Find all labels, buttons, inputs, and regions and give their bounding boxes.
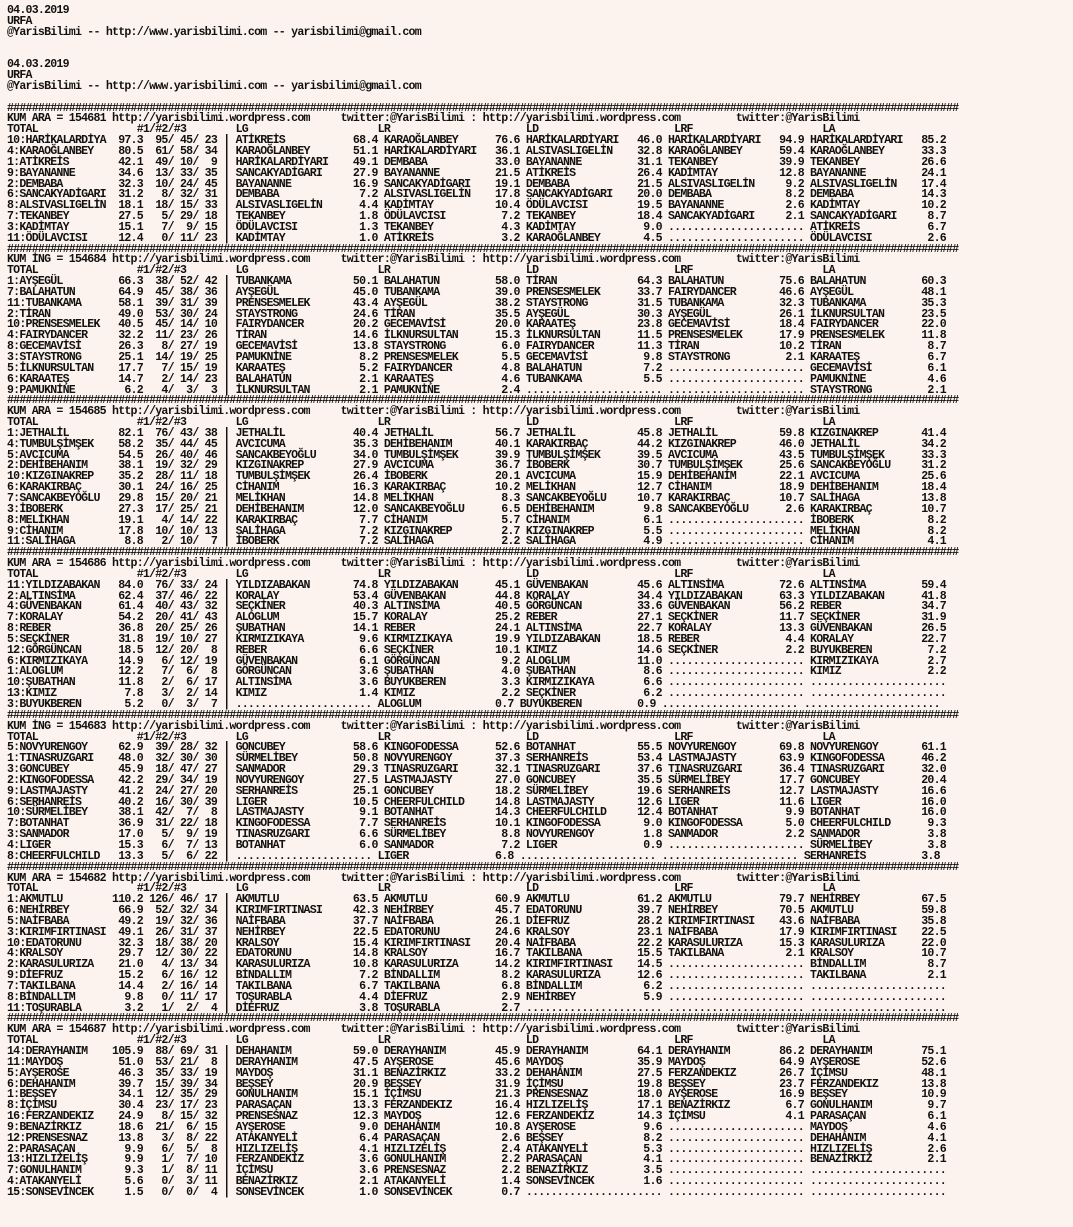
table-row: 5:NAİFBABA 49.2 19/ 32/ 36 | NAİFBABA 37.7 NAİFBABA 26.1 DİEFRUZ 28.2 KIRIMFIRTINASI 43.6 NAİFBABA 35.8 — [7, 914, 946, 928]
table-row: 8:GECEMAVİSİ 26.3 8/ 27/ 19 | GECEMAVİSİ 13.8 STAYSTRONG 6.0 FAIRYDANCER 11.3 TİRAN 10.2 TİRAN 8.7 — [7, 340, 946, 354]
table-row: 3:STAYSTRONG 25.1 14/ 19/ 25 | PAMUKNİNE 8.2 PRENSESMELEK 5.5 GECEMAVİSİ 9.8 STAYSTRONG 2.1 KARAATEŞ 6.7 — [7, 351, 946, 364]
table-row: 6:SANCAKYADİGARI 31.2 8/ 32/ 31 | DEMBABA 7.2 ALSIVASLIGELİN 17.8 SANCAKYADİGARI 20.0 DEMBABA 8.2 DEMBABA 14.3 — [7, 188, 946, 202]
table-row: 5:AVCICUMA 54.5 26/ 40/ 46 | SANCAKBEYOĞLU 34.0 TUMBULŞİMŞEK 39.9 TUMBULŞİMŞEK 39.5 AVCICUMA 43.5 TUMBULŞİMŞEK 33.3 — [7, 448, 946, 462]
table-row: 11:ÖDÜLAVCISI 12.4 0/ 11/ 23 | KADİMTAY 1.0 ATİKREİS 3.2 KARAOĞLANBEY 4.5 ...................... ÖDÜLAVCISI 2.6 — [7, 231, 946, 245]
table-row: 6:SERHANREİS 40.2 16/ 30/ 39 | LIGER 10.5 CHEERFULCHILD 14.8 LASTMAJASTY 12.6 LIGER 11.6 LIGER 16.0 — [7, 795, 946, 809]
table-row: 2:ALTINSİMA 62.4 37/ 46/ 22 | KORALAY 53.4 GÜVENBAKAN 44.8 KORALAY 34.4 YILDIZABAKAN 63.3 YILDIZABAKAN 41.8 — [7, 589, 946, 603]
race-header: KUM İNG = 154683 http://yarisbilimi.wordpress.com twitter:@YarisBilimi : http://yarisbilimi.wordpress.com twitter:@YarisBilimi — [7, 719, 860, 733]
table-row: 3:GONCUBEY 45.9 18/ 47/ 27 | SANMADOR 29.3 TINASRUZGARI 32.1 TINASRUZGARI 37.6 TINASRUZGARI 36.4 TINASRUZGARI 32.0 — [7, 763, 946, 777]
race-header: KUM ARA = 154682 http://yarisbilimi.wordpress.com twitter:@YarisBilimi : http://yarisbilimi.wordpress.com twitter:@YarisBilimi — [7, 871, 860, 885]
table-row: 3:BUYUKBEREN 5.2 0/ 3/ 7 | ...................... ALOGLUM 0.7 BUYUKBEREN 0.9 ...................... ...................... — [7, 698, 940, 711]
table-row: 2:KARASULURIZA 21.0 4/ 13/ 34 | KARASULURIZA 10.8 KARASULURIZA 14.2 KIRIMFIRTINASI 14.5 ...................... BİNDALLIM 8.7 — [7, 958, 946, 972]
section-divider: ########################################################################################################################################################## — [7, 708, 959, 722]
table-row: 14:DERAYHANIM 105.9 88/ 69/ 31 | DEHAHANIM 59.0 DERAYHANIM 45.9 DERAYHANIM 64.1 DERAYHANIM 86.2 DERAYHANIM 75.1 — [7, 1045, 946, 1058]
table-row: 6:KARAATEŞ 14.7 2/ 14/ 23 | BALAHATUN 2.1 KARAATEŞ 4.6 TUBANKAMA 5.5 ...................... PAMUKNİNE 4.6 — [7, 372, 946, 386]
table-row: 10:HARİKALARDİYA 97.3 95/ 45/ 23 | ATİKREİS 68.4 KARAOĞLANBEY 76.6 HARİKALARDİYARI 46.0 HARİKALARDİYARI 94.9 HARİKALARDİYARI 85.2 — [7, 134, 946, 148]
table-row: 4:ATAKANYELİ 5.6 0/ 3/ 11 | BENAZİRKIZ 2.1 ATAKANYELİ 1.4 SONSEVİNCEK 1.6 ...................... ...................... — [7, 1175, 946, 1189]
table-row: 2:PARASAÇAN 9.9 6/ 5/ 8 | HIZLIZELİŞ 4.1 HIZLIZELİŞ 2.4 ATAKANYELİ 5.3 ...................... HIZLIZELİŞ 2.6 — [7, 1142, 946, 1156]
table-row: 11:TOŞURABLA 3.2 1/ 2/ 4 | DİEFRUZ 3.8 TOŞURABLA 2.7 ...................... ...................... ...................... — [7, 1001, 946, 1015]
table-row: 9:BAYANANNE 34.6 13/ 33/ 35 | SANCAKYADİGARI 27.9 BAYANANNE 21.5 ATİKREİS 26.4 KADİMTAY 12.8 BAYANANNE 24.1 — [7, 166, 946, 180]
section-divider: ########################################################################################################################################################## — [7, 101, 959, 115]
table-row: 7:KORALAY 54.2 20/ 41/ 43 | ALOGLUM 15.7 KORALAY 25.2 REBER 27.1 SEÇKİNER 11.7 SEÇKİNER 31.9 — [7, 611, 946, 625]
column-header: TOTAL #1/#2/#3 LG LR LD LRF LA — [7, 264, 835, 278]
race-header: KUM ARA = 154687 http://yarisbilimi.wordpress.com twitter:@YarisBilimi : http://yarisbilimi.wordpress.com twitter:@YarisBilimi — [7, 1023, 860, 1037]
table-row: 7:BOTANHAT 36.9 31/ 22/ 18 | KINGOFODESSA 7.7 SERHANREİS 10.1 KINGOFODESSA 9.0 KINGOFODESSA 5.0 CHEERFULCHILD 9.3 — [7, 817, 946, 831]
table-row: 3:SANMADOR 17.0 5/ 9/ 19 | TINASRUZGARI 6.6 SÜRMELİBEY 8.8 NOVYURENGOY 1.8 SANMADOR 2.2 SANMADOR 3.8 — [7, 828, 946, 842]
table-row: 1:JETHALİL 82.1 76/ 43/ 38 | JETHALİL 40.4 JETHALİL 56.7 JETHALİL 45.8 JETHALİL 59.8 KIZGINAKREP 41.4 — [7, 426, 946, 440]
table-row: 7:SANCAKBEYOĞLU 29.8 15/ 20/ 21 | MELİKHAN 14.8 MELİKHAN 8.3 SANCAKBEYOĞLU 10.7 KARAKIRBAÇ 10.7 SALİHAGA 13.8 — [7, 491, 946, 505]
table-row: 6:DEHAHANIM 39.7 15/ 39/ 34 | BEŞSEY 20.9 BEŞSEY 31.9 İÇİMSU 19.8 BEŞSEY 23.7 FERZANDEKIZ 13.8 — [7, 1077, 946, 1091]
column-header: TOTAL #1/#2/#3 LG LR LD LRF LA — [7, 123, 835, 137]
section-divider: ########################################################################################################################################################## — [7, 394, 959, 408]
race-header: KUM ARA = 154681 http://yarisbilimi.wordpress.com twitter:@YarisBilimi : http://yarisbilimi.wordpress.com twitter:@YarisBilimi — [7, 112, 860, 126]
table-row: 2:DEHİBEHANIM 38.1 19/ 32/ 29 | KIZGINAKREP 27.9 AVCICUMA 36.7 İBOBERK 30.7 TUMBULŞİMŞEK 25.6 SANCAKBEYOĞLU 31.2 — [7, 459, 946, 473]
table-row: 4:KARAOĞLANBEY 80.5 61/ 58/ 34 | KARAOĞLANBEY 51.1 HARİKALARDİYARI 36.1 ALSIVASLIGELİN 32.8 KARAOĞLANBEY 59.4 KARAOĞLANBEY 33.3 — [7, 144, 946, 158]
table-row: 2:TİRAN 49.0 53/ 30/ 24 | STAYSTRONG 24.6 TİRAN 35.5 AYŞEGÜL 30.3 AYŞEGÜL 26.1 İLKNURSULTAN 23.5 — [7, 307, 946, 321]
table-row: 7:TEKANBEY 27.5 5/ 29/ 18 | TEKANBEY 1.8 ÖDÜLAVCISI 7.2 TEKANBEY 18.4 SANCAKYADİGARI 2.1 SANCAKYADİGARI 8.7 — [7, 210, 946, 224]
table-row: 1:TINASRUZGARI 48.0 32/ 30/ 30 | SÜRMELİBEY 50.8 NOVYURENGOY 37.3 SERHANREİS 53.4 LASTMAJASTY 63.9 KINGOFODESSA 46.2 — [7, 752, 946, 766]
table-row: 2:KINGOFODESSA 42.2 29/ 34/ 19 | NOVYURENGOY 27.5 LASTMAJASTY 27.0 GONCUBEY 35.5 SÜRMELİBEY 17.7 GONCUBEY 20.4 — [7, 773, 946, 787]
section-divider: ########################################################################################################################################################## — [7, 546, 959, 560]
table-row: 8:BİNDALLIM 9.8 0/ 11/ 17 | TOŞURABLA 4.4 DİEFRUZ 2.9 NEHİRBEY 5.9 ...................... ...................... — [7, 990, 946, 1004]
text-line: 04.03.2019 — [7, 4, 69, 17]
column-header: TOTAL #1/#2/#3 LG LR LD LRF LA — [7, 416, 835, 430]
table-row: 10:KIZGINAKREP 35.2 28/ 11/ 18 | TUMBULŞİMŞEK 26.4 İBOBERK 20.1 AVCICUMA 15.9 DEHİBEHANIM 22.1 AVCICUMA 25.6 — [7, 470, 946, 484]
table-row: 9:PAMUKNİNE 6.2 4/ 3/ 3 | İLKNURSULTAN 2.1 PAMUKNİNE 2.4 ...................... ...................... STAYSTRONG 2.1 — [7, 383, 946, 397]
table-row: 10:PRENSESMELEK 40.5 45/ 14/ 10 | FAIRYDANCER 20.2 GECEMAVİSİ 20.0 KARAATEŞ 23.8 GECEMAVİSİ 18.4 FAIRYDANCER 22.0 — [7, 318, 946, 332]
table-row: 5:İLKNURSULTAN 17.7 7/ 15/ 19 | KARAATEŞ 5.2 FAIRYDANCER 4.8 BALAHATUN 7.2 ...................... GECEMAVİSİ 6.1 — [7, 361, 946, 375]
race-header: KUM İNG = 154684 http://yarisbilimi.wordpress.com twitter:@YarisBilimi : http://yarisbilimi.wordpress.com twitter:@YarisBilimi — [7, 253, 860, 267]
table-row: 2:DEMBABA 32.3 10/ 24/ 45 | BAYANANNE 16.9 SANCAKYADİGARI 19.1 DEMBABA 21.5 ALSIVASLIGELİN 9.2 ALSIVASLIGELİN 17.4 — [7, 177, 946, 191]
table-row: 1:AYŞEGÜL 66.3 38/ 52/ 42 | TUBANKAMA 50.1 BALAHATUN 58.0 TİRAN 64.3 BALAHATUN 75.6 BALAHATUN 60.3 — [7, 275, 946, 289]
table-row: 13:HIZLIZELİŞ 9.9 1/ 7/ 10 | FERZANDEKIZ 3.6 GONULHANIM 2.2 PARASAÇAN 4.1 ...................... BENAZİRKIZ 2.1 — [7, 1153, 946, 1167]
table-row: 12:PRENSESNAZ 13.8 3/ 8/ 22 | ATAKANYELİ 6.4 PARASAÇAN 2.6 BEŞSEY 8.2 ...................... DEHAHANIM 4.1 — [7, 1131, 946, 1145]
race-header: KUM ARA = 154685 http://yarisbilimi.wordpress.com twitter:@YarisBilimi : http://yarisbilimi.wordpress.com twitter:@YarisBilimi — [7, 405, 860, 419]
table-row: 9:CİHANIM 17.8 10/ 10/ 13 | SALİHAGA 7.2 KIZGINAKREP 2.7 KIZGINAKREP 5.5 ...................... MELİKHAN 8.2 — [7, 524, 946, 538]
text-line: @YarisBilimi -- http://www.yarisbilimi.com -- yarisbilimi@gmail.com — [7, 79, 421, 93]
table-row: 13:KIMIZ 7.8 3/ 2/ 14 | KIMIZ 1.4 KIMIZ 2.2 SEÇKİNER 6.2 ...................... ...................... — [7, 687, 946, 701]
table-row: 9:BENAZİRKIZ 18.6 21/ 6/ 15 | AYŞEROSE 9.0 DEHAHANIM 10.8 AYŞEROSE 9.6 ...................... MAYDOŞ 4.6 — [7, 1120, 946, 1134]
table-row: 5:AYŞEROSE 46.3 35/ 33/ 19 | MAYDOŞ 31.1 BENAZİRKIZ 33.2 DEHAHANIM 27.5 FERZANDEKIZ 26.7 İÇİMSU 48.1 — [7, 1066, 946, 1080]
table-row: 1:AKMUTLU 110.2 126/ 46/ 17 | AKMUTLU 63.5 AKMUTLU 60.9 AKMUTLU 61.2 AKMUTLU 79.7 NEHİRBEY 67.5 — [7, 893, 946, 907]
table-row: 7:GONULHANIM 9.3 1/ 8/ 11 | İÇİMSU 3.6 PRENSESNAZ 2.2 BENAZİRKIZ 3.5 ...................... ...................... — [7, 1164, 946, 1178]
table-row: 8:ALSIVASLIGELİN 18.1 18/ 15/ 33 | ALSIVASLIGELİN 4.4 KADİMTAY 10.4 ÖDÜLAVCISI 19.5 BAYANANNE 2.6 KADİMTAY 10.2 — [7, 199, 946, 213]
table-row: 11:YILDIZABAKAN 84.0 76/ 33/ 24 | YILDIZABAKAN 74.8 YILDIZABAKAN 45.1 GÜVENBAKAN 45.6 ALTINSİMA 72.6 ALTINSİMA 59.4 — [7, 578, 946, 592]
table-row: 3:KIRIMFIRTINASI 49.1 26/ 31/ 37 | NEHİRBEY 22.5 EDATORUNU 24.6 KRALSOY 23.1 NAİFBABA 17.9 KIRIMFIRTINASI 22.5 — [7, 925, 946, 939]
section-divider: ########################################################################################################################################################## — [7, 860, 959, 874]
table-row: 1:ATİKREİS 42.1 49/ 10/ 9 | HARİKALARDİYARI 49.1 DEMBABA 33.0 BAYANANNE 31.1 TEKANBEY 39.9 TEKANBEY 26.6 — [7, 155, 946, 169]
table-row: 8:REBER 36.8 20/ 25/ 26 | ŞUBATHAN 14.1 REBER 24.1 ALTINSİMA 22.7 KORALAY 13.3 GÜVENBAKAN 26.5 — [7, 622, 946, 636]
table-row: 1:ALOGLUM 12.2 7/ 6/ 8 | GÖRGÜNCAN 3.6 ŞUBATHAN 4.0 ŞUBATHAN 8.6 ...................... KIMIZ 2.2 — [7, 665, 946, 679]
table-row: 8:CHEERFULCHILD 13.3 5/ 6/ 22 | ...................... LIGER 6.8 ...................... ...................... SERHANREİS 3.8 — [7, 849, 940, 863]
table-row: 6:KIRMIZIKAYA 14.9 6/ 12/ 19 | GÜVENBAKAN 6.1 GÖRGÜNCAN 9.2 ALOGLUM 11.0 ...................... KIRMIZIKAYA 2.7 — [7, 654, 946, 668]
table-row: 4:LIGER 15.3 6/ 7/ 13 | BOTANHAT 6.0 SANMADOR 7.2 LIGER 0.9 ...................... SÜRMELİBEY 3.8 — [7, 838, 946, 852]
table-row: 10:EDATORUNU 32.3 18/ 38/ 20 | KRALSOY 15.4 KIRIMFIRTINASI 20.4 NAİFBABA 22.2 KARASULURIZA 15.3 KARASULURIZA 22.0 — [7, 936, 946, 950]
table-row: 11:SALİHAGA 8.8 2/ 10/ 7 | İBOBERK 7.2 SALİHAGA 2.2 SALİHAGA 4.9 ...................... CİHANIM 4.1 — [7, 535, 946, 549]
table-row: 6:NEHİRBEY 66.9 52/ 32/ 34 | KIRIMFIRTINASI 42.3 NEHİRBEY 45.7 EDATORUNU 39.7 NEHİRBEY 70.5 AKMUTLU 59.8 — [7, 904, 946, 918]
section-divider: ########################################################################################################################################################## — [7, 242, 959, 256]
text-line: URFA — [7, 69, 32, 83]
text-line: URFA — [7, 14, 32, 28]
text-line: 04.03.2019 — [7, 58, 69, 72]
table-row: 1:BEŞSEY 34.1 12/ 35/ 29 | GONULHANIM 15.1 İÇİMSU 21.3 PRENSESNAZ 18.0 AYŞEROSE 16.9 BEŞSEY 10.9 — [7, 1088, 946, 1102]
section-divider: ########################################################################################################################################################## — [7, 1012, 959, 1026]
table-row: 12:GÖRGÜNCAN 18.5 12/ 20/ 8 | REBER 6.6 SEÇKİNER 10.1 KIMIZ 14.6 SEÇKİNER 2.2 BUYUKBEREN 7.2 — [7, 643, 946, 657]
table-row: 4:TUMBULŞİMŞEK 58.2 35/ 44/ 45 | AVCICUMA 35.3 DEHİBEHANIM 40.1 KARAKIRBAÇ 44.2 KIZGINAKREP 46.0 JETHALİL 34.2 — [7, 437, 946, 451]
table-row: 11:MAYDOŞ 51.0 53/ 21/ 8 | DERAYHANIM 47.5 AYŞEROSE 45.6 MAYDOŞ 35.9 MAYDOŞ 64.9 AYŞEROSE 52.6 — [7, 1055, 946, 1069]
table-row: 10:SÜRMELİBEY 38.1 42/ 7/ 8 | LASTMAJASTY 9.1 BOTANHAT 14.3 CHEERFULCHILD 12.4 BOTANHAT 9.9 BOTANHAT 16.0 — [7, 806, 946, 820]
table-row: 9:LASTMAJASTY 41.2 24/ 27/ 20 | SERHANREİS 25.1 GONCUBEY 18.2 SÜRMELİBEY 19.6 SERHANREİS 12.7 LASTMAJASTY 16.6 — [7, 784, 946, 798]
table-row: 7:TAKILBANA 14.4 2/ 16/ 14 | TAKILBANA 6.7 TAKILBANA 6.8 BİNDALLIM 6.2 ...................... ...................... — [7, 979, 946, 993]
table-row: 9:DİEFRUZ 15.2 6/ 16/ 12 | BİNDALLIM 7.2 BİNDALLIM 8.2 KARASULURIZA 12.6 ...................... TAKILBANA 2.1 — [7, 969, 946, 983]
table-row: 16:FERZANDEKIZ 24.9 8/ 15/ 32 | PRENSESNAZ 12.3 MAYDOŞ 12.6 FERZANDEKIZ 14.3 İÇİMSU 4.1 PARASAÇAN 6.1 — [7, 1110, 946, 1124]
table-row: 5:NOVYURENGOY 62.9 39/ 28/ 32 | GONCUBEY 58.6 KINGOFODESSA 52.6 BOTANHAT 55.5 NOVYURENGOY 69.8 NOVYURENGOY 61.1 — [7, 741, 946, 755]
table-row: 4:FAIRYDANCER 32.2 11/ 23/ 26 | TİRAN 14.6 İLKNURSULTAN 15.3 İLKNURSULTAN 11.5 PRENSESMELEK 17.9 PRENSESMELEK 11.8 — [7, 329, 946, 343]
table-row: 8:İÇİMSU 30.4 23/ 17/ 23 | PARASAÇAN 13.3 FERZANDEKIZ 16.4 HIZLIZELİŞ 17.1 BENAZİRKIZ 6.7 GONULHANIM 9.7 — [7, 1099, 946, 1113]
table-row: 10:ŞUBATHAN 11.8 2/ 6/ 17 | ALTINSİMA 3.6 BUYUKBEREN 3.3 KIRMIZIKAYA 6.6 ...................... ...................... — [7, 676, 946, 690]
table-row: 6:KARAKIRBAÇ 30.1 24/ 16/ 25 | CİHANIM 16.3 KARAKIRBAÇ 10.2 MELİKHAN 12.7 CİHANIM 18.9 DEHİBEHANIM 18.4 — [7, 481, 946, 495]
table-row: 15:SONSEVİNCEK 1.5 0/ 0/ 4 | SONSEVİNCEK 1.0 SONSEVİNCEK 0.7 ...................... ...................... ...................... — [7, 1185, 946, 1199]
table-row: 4:GÜVENBAKAN 61.4 40/ 43/ 32 | SEÇKİNER 40.3 ALTINSİMA 40.5 GÖRGÜNCAN 33.6 GÜVENBAKAN 56.2 REBER 34.7 — [7, 600, 946, 614]
table-row: 11:TUBANKAMA 58.1 39/ 31/ 39 | PRENSESMELEK 43.4 AYŞEGÜL 38.2 STAYSTRONG 31.5 TUBANKAMA 32.3 TUBANKAMA 35.3 — [7, 296, 946, 310]
column-header: TOTAL #1/#2/#3 LG LR LD LRF LA — [7, 730, 835, 744]
text-line: @YarisBilimi -- http://www.yarisbilimi.com -- yarisbilimi@gmail.com — [7, 25, 421, 39]
table-row: 5:SEÇKİNER 31.8 19/ 10/ 27 | KIRMIZIKAYA 9.6 KIRMIZIKAYA 19.9 YILDIZABAKAN 18.5 REBER 4.4 KORALAY 22.7 — [7, 632, 946, 646]
column-header: TOTAL #1/#2/#3 LG LR LD LRF LA — [7, 882, 835, 896]
table-row: 8:MELİKHAN 19.1 4/ 14/ 22 | KARAKIRBAÇ 7.7 CİHANIM 5.7 CİHANIM 6.1 ...................... İBOBERK 8.2 — [7, 513, 946, 527]
column-header: TOTAL #1/#2/#3 LG LR LD LRF LA — [7, 1034, 835, 1048]
table-row: 3:İBOBERK 27.3 17/ 25/ 21 | DEHİBEHANIM 12.0 SANCAKBEYOĞLU 6.5 DEHİBEHANIM 9.8 SANCAKBEYOĞLU 2.6 KARAKIRBAÇ 10.7 — [7, 502, 946, 516]
table-row: 3:KADİMTAY 15.1 7/ 9/ 15 | ÖDÜLAVCISI 1.3 TEKANBEY 4.3 KADİMTAY 9.0 ...................... ATİKREİS 6.7 — [7, 220, 946, 234]
table-row: 4:KRALSOY 29.7 12/ 30/ 22 | EDATORUNU 14.8 KRALSOY 16.7 TAKILBANA 15.5 TAKILBANA 2.1 KRALSOY 10.7 — [7, 947, 946, 961]
column-header: TOTAL #1/#2/#3 LG LR LD LRF LA — [7, 567, 835, 581]
table-row: 7:BALAHATUN 64.9 45/ 38/ 36 | AYŞEGÜL 45.0 TUBANKAMA 39.0 PRENSESMELEK 33.7 FAIRYDANCER 46.6 AYŞEGÜL 48.1 — [7, 285, 946, 299]
race-header: KUM ARA = 154686 http://yarisbilimi.wordpress.com twitter:@YarisBilimi : http://yarisbilimi.wordpress.com twitter:@YarisBilimi — [7, 557, 860, 571]
